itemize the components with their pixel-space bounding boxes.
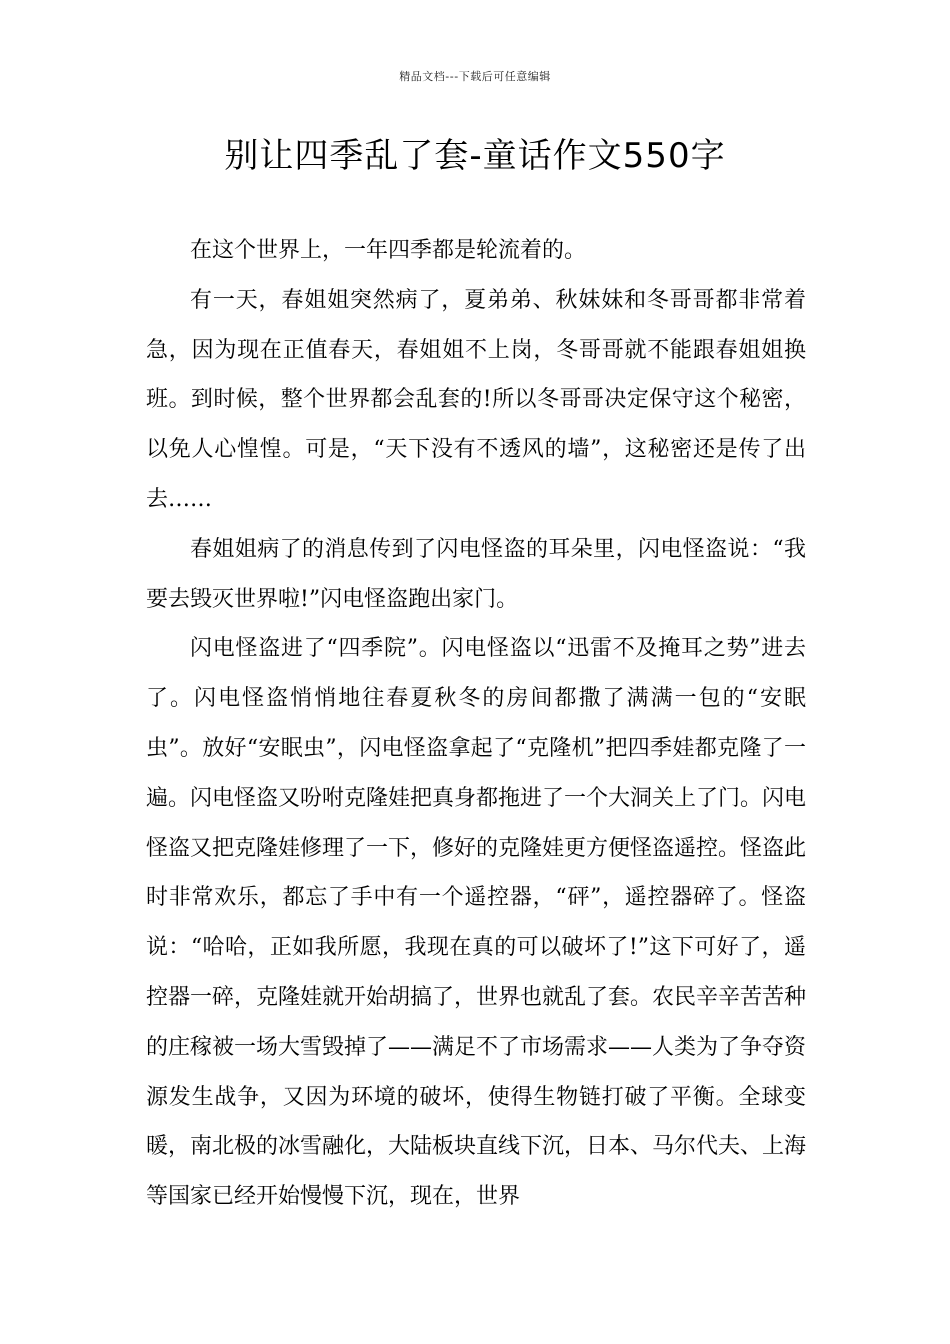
header-note: 精品文档---下载后可任意编辑 xyxy=(399,70,551,83)
document-title: 别让四季乱了套-童话作文550字 xyxy=(224,136,726,176)
paragraph: 闪电怪盗进了“四季院”。闪电怪盗以“迅雷不及掩耳之势”进去了。闪电怪盗悄悄地往春夏秋冬的房间都撒了满满一包的“安眠虫”。放好“安眠虫”，闪电怪盗拿起了“克隆机”把四季娃都克隆了一遍。闪电怪盗又吩咐克隆娃把真身都拖进了一个大洞关上了门。闪电怪盗又把克隆娃修理了一下，修好的克隆娃更方便怪盗遥控。怪盗此时非常欢乐，都忘了手中有一个遥控器，“砰”，遥控器碎了。怪盗说：“哈哈，正如我所愿，我现在真的可以破坏了!”这下可好了，遥控器一碎，克隆娃就开始胡搞了，世界也就乱了套。农民辛辛苦苦种的庄稼被一场大雪毁掉了——满足不了市场需求——人类为了争夺资源发生战争，又因为环境的破坏，使得生物链打破了平衡。全球变暖，南北极的冰雪融化，大陆板块直线下沉，日本、马尔代夫、上海等国家已经开始慢慢下沉，现在，世界 xyxy=(146,636,807,1210)
paragraph: 春姐姐病了的消息传到了闪电怪盗的耳朵里，闪电怪盗说：“我要去毁灭世界啦!”闪电怪盗跑出家门。 xyxy=(146,536,806,612)
document-body xyxy=(146,226,806,1222)
paragraph: 在这个世界上，一年四季都是轮流着的。 xyxy=(190,238,587,263)
paragraph: 有一天，春姐姐突然病了，夏弟弟、秋妹妹和冬哥哥都非常着急，因为现在正值春天，春姐姐不上岗，冬哥哥就不能跟春姐姐换班。到时候，整个世界都会乱套的!所以冬哥哥决定保守这个秘密，以免人心惶惶。可是，“天下没有不透风的墙”，这秘密还是传了出去…… xyxy=(146,287,806,512)
